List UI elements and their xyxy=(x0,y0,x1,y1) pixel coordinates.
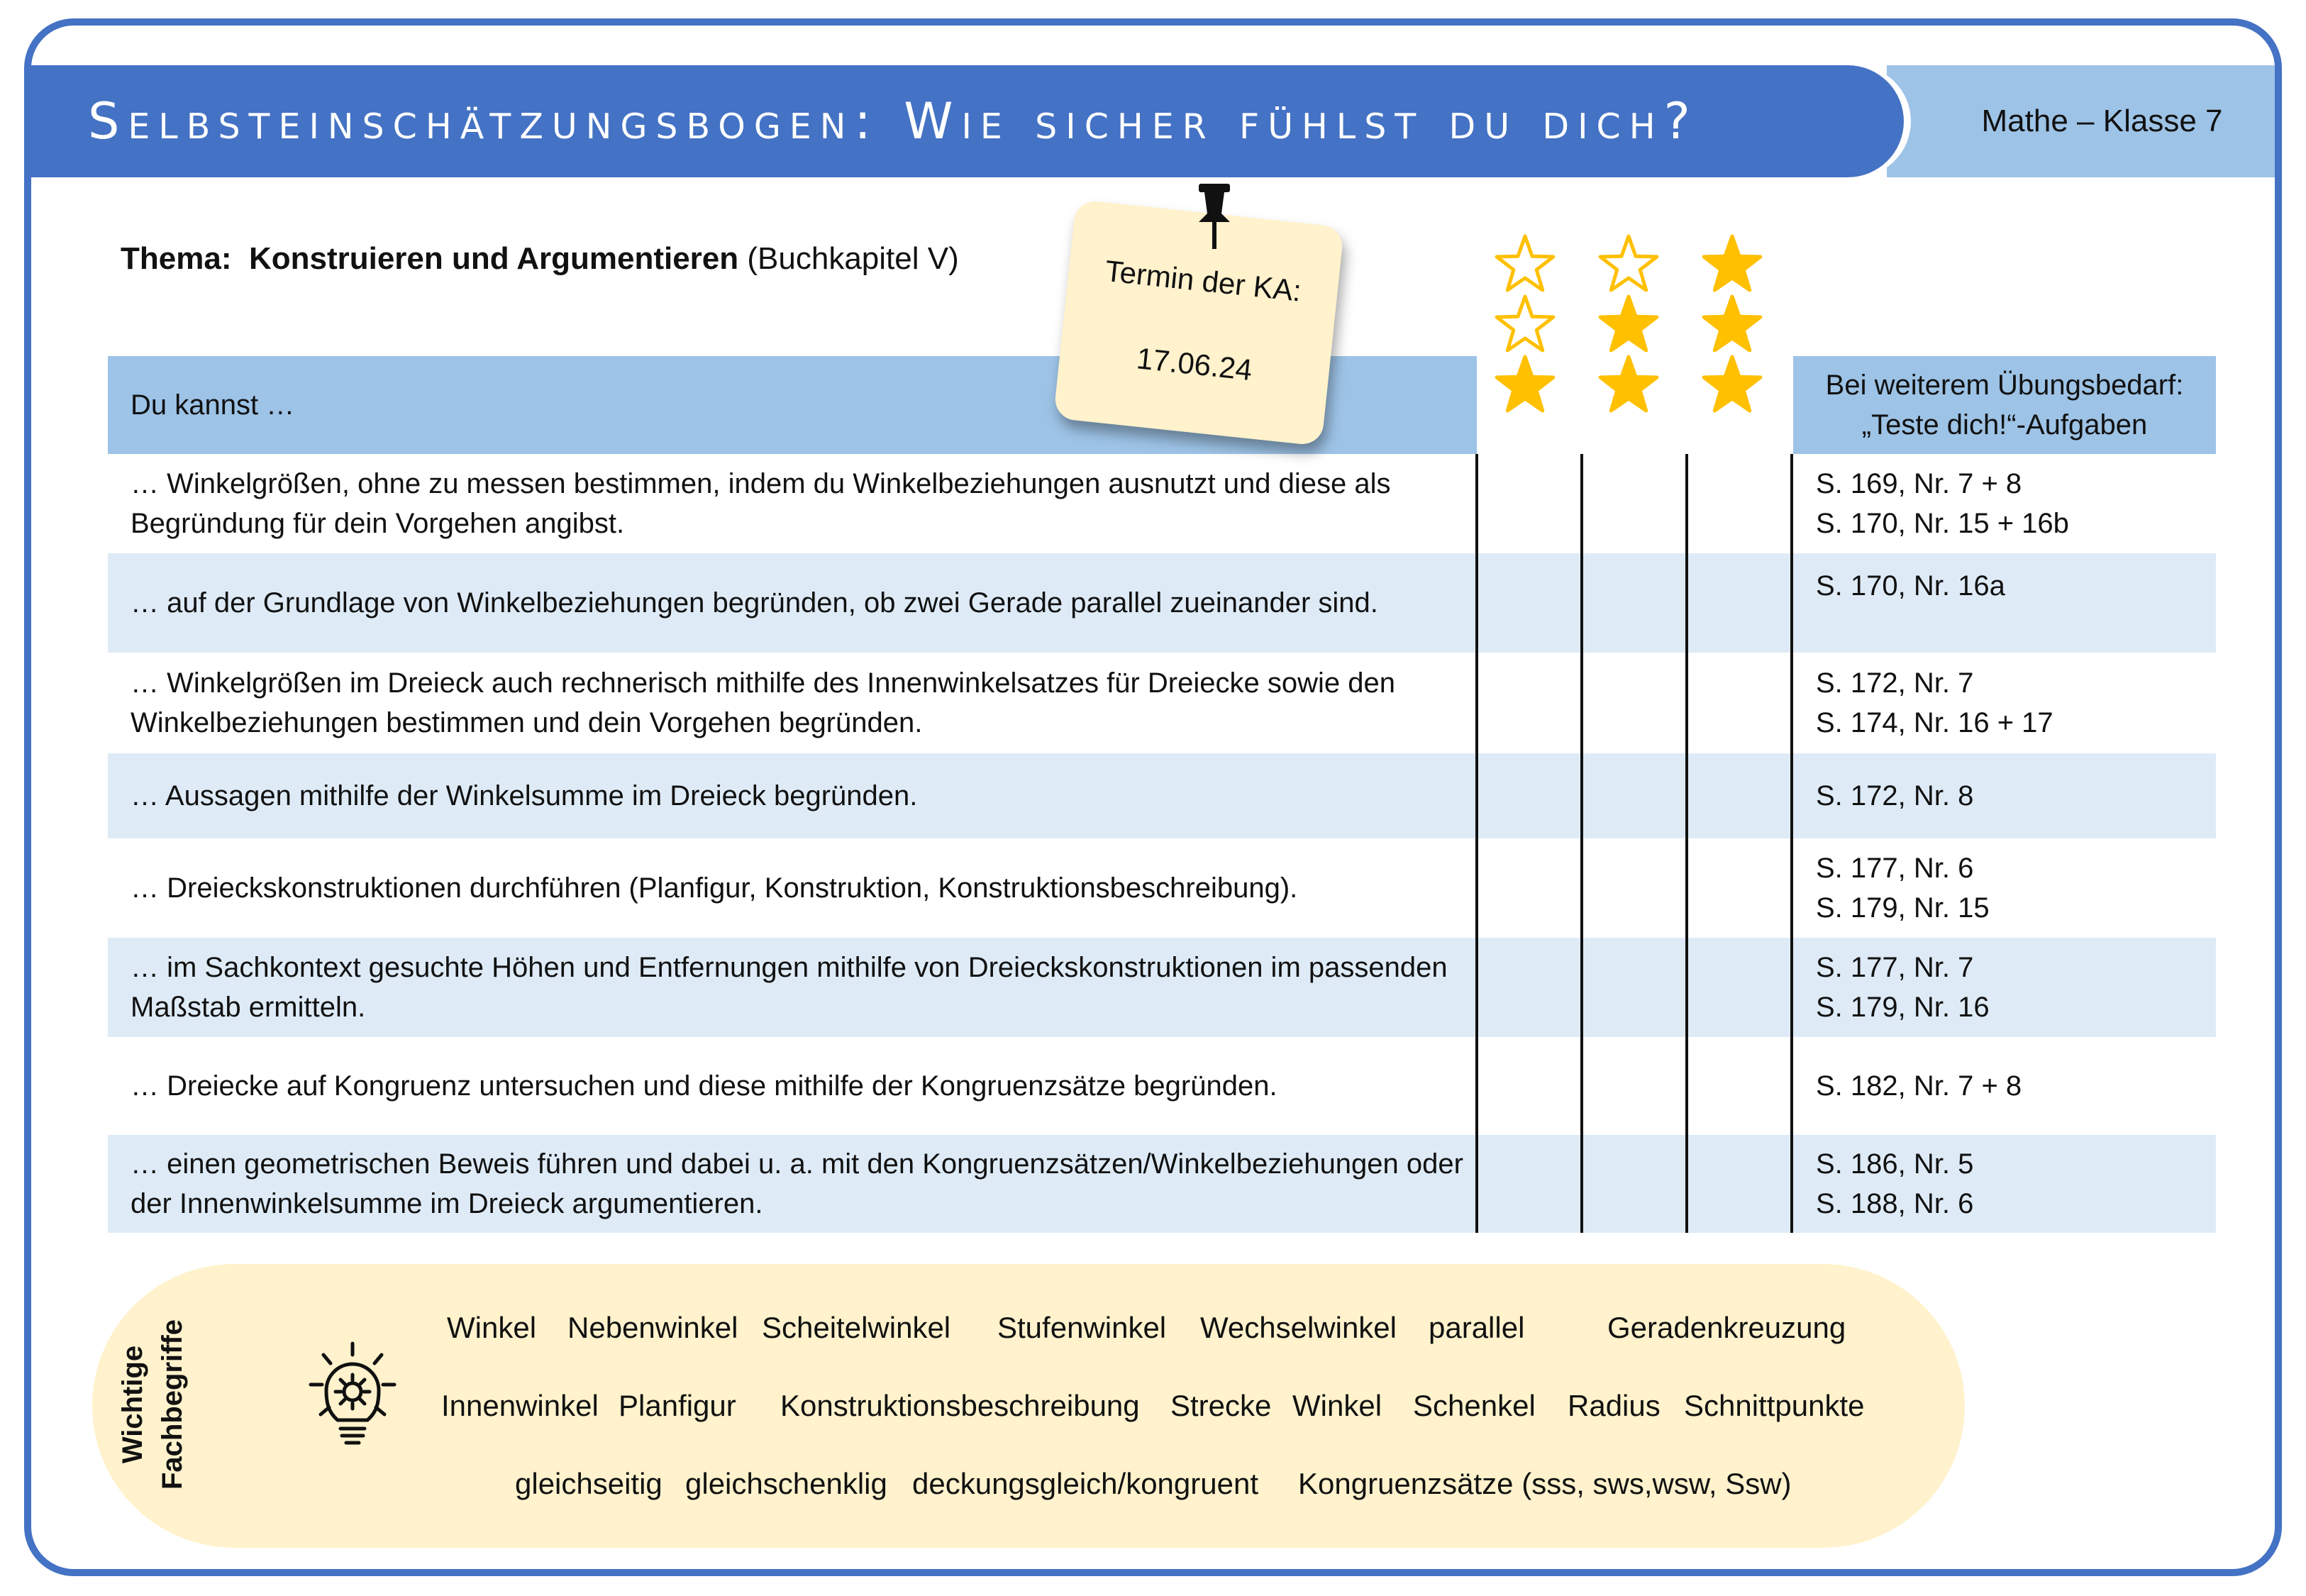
table-header-exercises xyxy=(1793,356,2216,454)
exercise-ref: S. 179, Nr. 16 xyxy=(1816,992,1990,1023)
row-description: … Winkelgrößen im Dreieck auch rechnerisch mithilfe des Innenwinkelsatzes für Dreiecke sowie den Winkelbeziehungen bestimmen und dein Vorgehen begründen. xyxy=(131,667,1395,738)
term: Winkel xyxy=(1292,1389,1382,1422)
rating-divider xyxy=(1475,454,1478,1233)
row-exercises xyxy=(1816,1144,1973,1224)
lightbulb-gear-icon xyxy=(306,1341,399,1447)
term: Planfigur xyxy=(619,1389,736,1422)
star-filled-icon xyxy=(1704,297,1761,350)
pushpin-icon xyxy=(1186,181,1243,252)
page-title: Selbsteinschätzungsbogen: Wie sicher fühlst du dich? xyxy=(88,92,1699,150)
term: parallel xyxy=(1429,1311,1525,1344)
term: Wechselwinkel xyxy=(1200,1311,1397,1344)
table-row xyxy=(108,553,2216,653)
row-exercises xyxy=(1816,464,2069,543)
row-description: … Dreiecke auf Kongruenz untersuchen und diese mithilfe der Kongruenzsätze begründen. xyxy=(131,1070,1277,1102)
row-description: … einen geometrischen Beweis führen und dabei u. a. mit den Kongruenzsätzen/Winkelbeziehungen oder der Innenwinkelsumme im Dreieck argumentieren. xyxy=(131,1148,1463,1219)
row-exercises xyxy=(1816,848,1990,928)
term: gleichschenklig xyxy=(685,1467,887,1500)
term: Radius xyxy=(1568,1389,1661,1422)
exercise-ref: S. 177, Nr. 6 xyxy=(1816,853,1974,884)
row-exercises xyxy=(1816,566,2005,606)
rating-column-2-stars xyxy=(1593,234,1664,419)
topic-chapter: (Buchkapitel V) xyxy=(747,241,959,276)
row-description: … Aussagen mithilfe der Winkelsumme im Dreieck begründen. xyxy=(131,780,918,811)
star-outline-icon xyxy=(1600,236,1657,290)
term: Winkel xyxy=(447,1311,537,1344)
exercise-ref: S. 169, Nr. 7 + 8 xyxy=(1816,468,2022,499)
topic-prefix: Thema: xyxy=(121,241,232,276)
term: Nebenwinkel xyxy=(567,1311,738,1344)
star-outline-icon xyxy=(1497,297,1553,350)
exercise-ref: S. 172, Nr. 7 xyxy=(1816,667,1974,699)
term: deckungsgleich/kongruent xyxy=(912,1467,1259,1500)
term: Geradenkreuzung xyxy=(1607,1311,1846,1344)
term: Scheitelwinkel xyxy=(762,1311,951,1344)
star-filled-icon xyxy=(1600,297,1657,350)
term: Schnittpunkte xyxy=(1684,1389,1865,1422)
exercise-ref: S. 172, Nr. 8 xyxy=(1816,780,1974,811)
exercise-ref: S. 182, Nr. 7 + 8 xyxy=(1816,1070,2022,1102)
row-description: … im Sachkontext gesuchte Höhen und Entfernungen mithilfe von Dreieckskonstruktionen im passenden Maßstab ermitteln. xyxy=(131,952,1448,1023)
exam-date-value: 17.06.24 xyxy=(1135,341,1254,387)
table-row xyxy=(108,838,2216,938)
row-description: … Dreieckskonstruktionen durchführen (Planfigur, Konstruktion, Konstruktionsbeschreibung). xyxy=(131,872,1298,904)
term: Stufenwinkel xyxy=(997,1311,1167,1344)
exercise-ref: S. 188, Nr. 6 xyxy=(1816,1188,1974,1219)
term: Konstruktionsbeschreibung xyxy=(780,1389,1140,1422)
exam-date-label: Termin der KA: xyxy=(1103,253,1303,308)
table-row xyxy=(108,1037,2216,1135)
term: Strecke xyxy=(1170,1389,1272,1422)
rating-divider xyxy=(1580,454,1583,1233)
table-row xyxy=(108,1135,2216,1233)
rating-column-1-stars xyxy=(1490,234,1561,419)
subject-box xyxy=(1887,65,2275,177)
row-description: … Winkelgrößen, ohne zu messen bestimmen, indem du Winkelbeziehungen ausnutzt und diese als Begründung für dein Vorgehen angibst. xyxy=(131,468,1391,539)
exercise-ref: S. 170, Nr. 15 + 16b xyxy=(1816,508,2069,539)
rating-column-3-stars xyxy=(1697,234,1768,419)
key-terms-label-line1: Wichtige xyxy=(117,1345,148,1464)
rating-divider xyxy=(1685,454,1688,1233)
rating-divider xyxy=(1790,454,1793,1233)
topic-line xyxy=(121,241,959,277)
row-description: … auf der Grundlage von Winkelbeziehungen begründen, ob zwei Gerade parallel zueinander sind. xyxy=(131,587,1378,619)
exercise-ref: S. 179, Nr. 15 xyxy=(1816,892,1990,924)
term: Kongruenzsätze (sss, sws,wsw, Ssw) xyxy=(1298,1467,1792,1500)
table-row xyxy=(108,454,2216,553)
header-exercises-line2: „Teste dich!“-Aufgaben xyxy=(1861,409,2148,440)
star-filled-icon xyxy=(1600,357,1657,411)
star-filled-icon xyxy=(1704,236,1761,290)
exercise-ref: S. 174, Nr. 16 + 17 xyxy=(1816,707,2053,738)
term: Innenwinkel xyxy=(441,1389,599,1422)
table-row xyxy=(108,753,2216,838)
key-terms-label xyxy=(113,1319,192,1490)
star-outline-icon xyxy=(1497,236,1553,290)
header-du-kannst: Du kannst … xyxy=(131,389,295,421)
exercise-ref: S. 186, Nr. 5 xyxy=(1816,1148,1974,1180)
title-bar xyxy=(31,65,1904,177)
star-filled-icon xyxy=(1704,357,1761,411)
header-exercises-line1: Bei weiterem Übungsbedarf: xyxy=(1825,370,2184,401)
exercise-ref: S. 170, Nr. 16a xyxy=(1816,570,2005,602)
table-row xyxy=(108,653,2216,753)
subject-label: Mathe – Klasse 7 xyxy=(1981,104,2223,138)
row-exercises xyxy=(1816,663,2053,743)
row-exercises xyxy=(1816,1066,2022,1106)
topic-name: Konstruieren und Argumentieren xyxy=(248,241,739,276)
star-filled-icon xyxy=(1497,357,1553,411)
term: Schenkel xyxy=(1413,1389,1536,1422)
key-terms-label-line2: Fachbegriffe xyxy=(157,1319,188,1490)
table-row xyxy=(108,938,2216,1037)
exercise-ref: S. 177, Nr. 7 xyxy=(1816,952,1974,983)
row-exercises xyxy=(1816,776,1973,816)
row-exercises xyxy=(1816,948,1990,1027)
term: gleichseitig xyxy=(515,1467,663,1500)
